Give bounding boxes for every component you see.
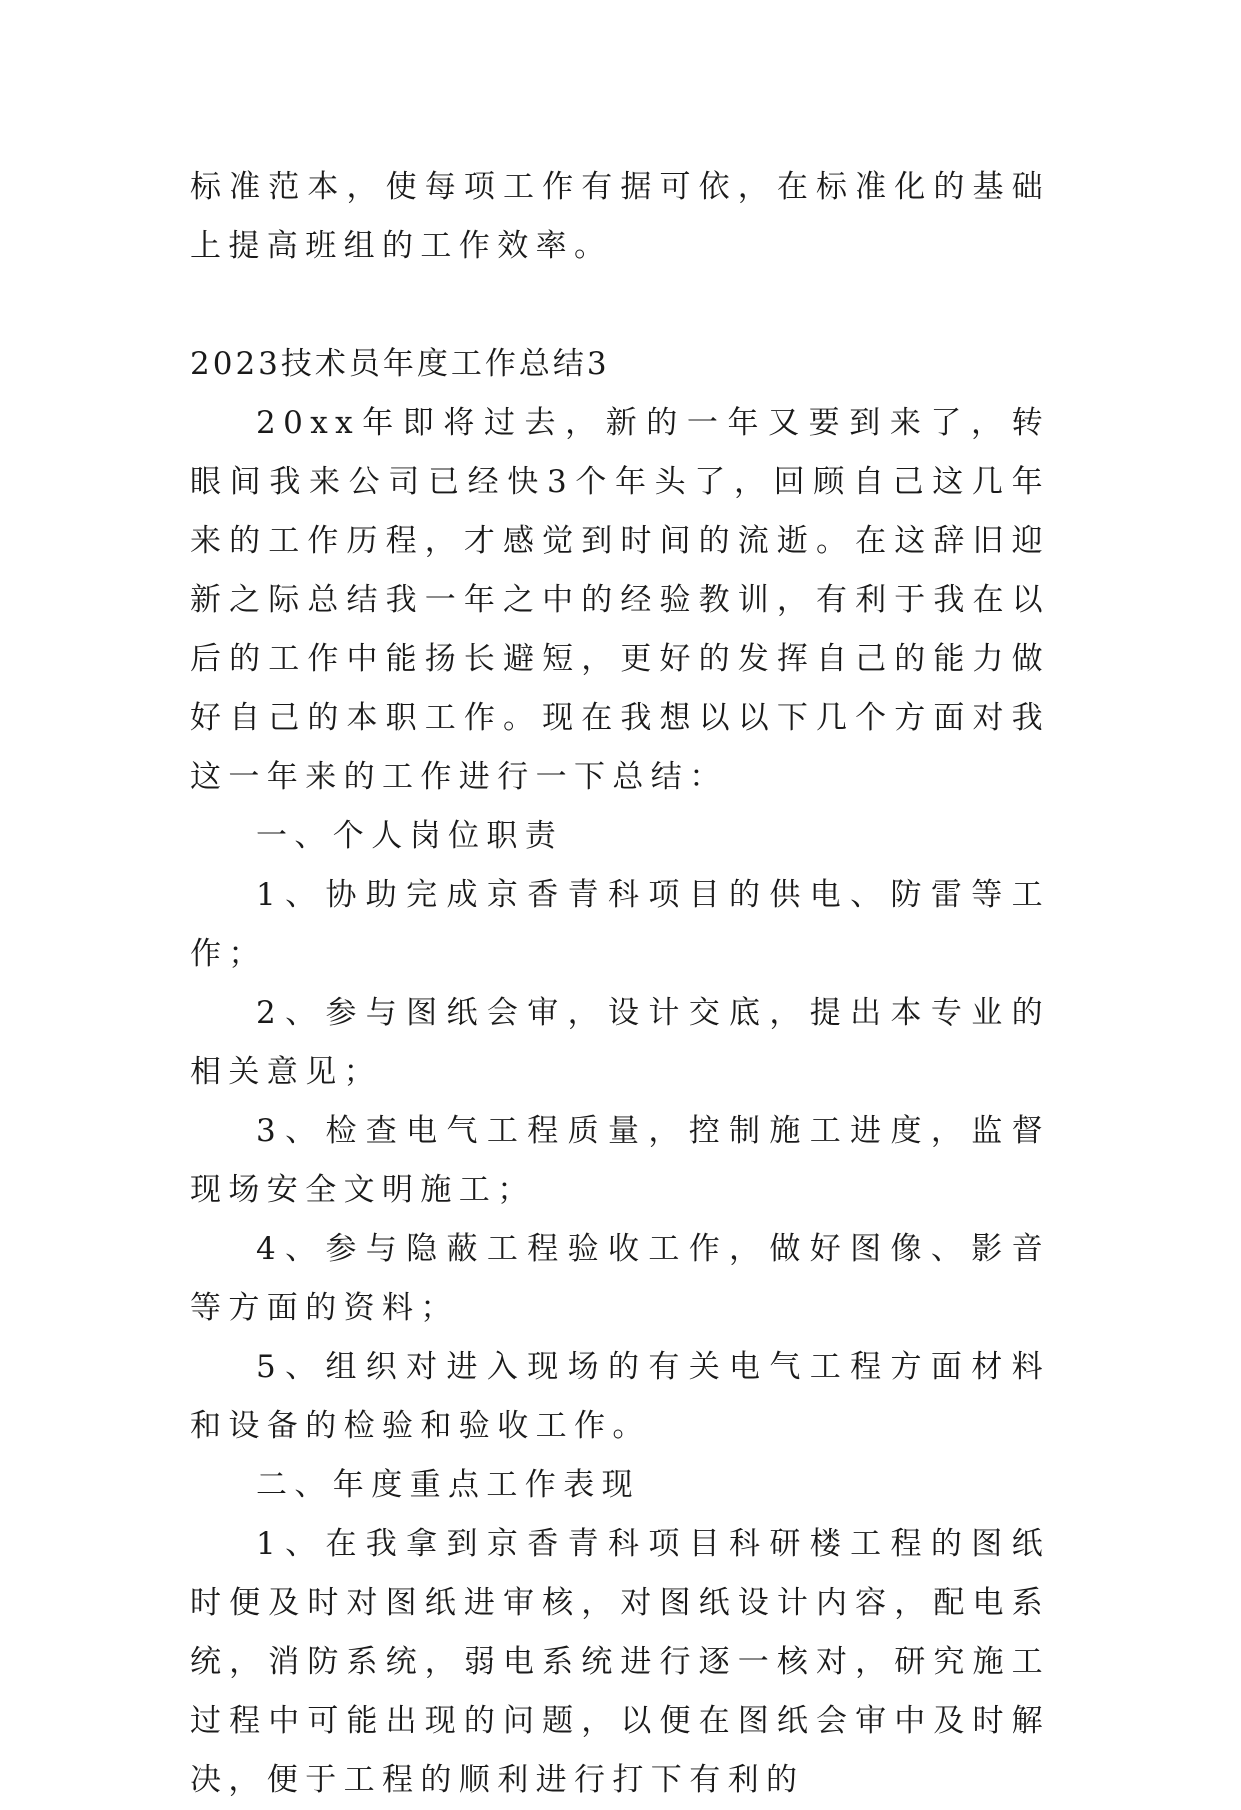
- list-item-3: 3、检查电气工程质量，控制施工进度，监督现场安全文明施工；: [190, 1113, 1050, 1208]
- paragraph-key-work-1: 1、在我拿到京香青科项目科研楼工程的图纸时便及时对图纸进审核，对图纸设计内容，配电系统，消防系统，弱电系统进行逐一核对，研究施工过程中可能出现的问题，以便在图纸会审中及时解决，便于工程的顺利进行打下有利的: [190, 1526, 1050, 1798]
- list-item-5: 5、组织对进入现场的有关电气工程方面材料和设备的检验和验收工作。: [190, 1349, 1050, 1444]
- continued-paragraph-block: [190, 158, 1050, 276]
- list-item-2: 2、参与图纸会审，设计交底，提出本专业的相关意见；: [190, 995, 1050, 1090]
- list-item-4: 4、参与隐蔽工程验收工作，做好图像、影音等方面的资料；: [190, 1231, 1050, 1326]
- subheading-key-work: 二、年度重点工作表现: [256, 1467, 640, 1503]
- section-title: 2023技术员年度工作总结3: [190, 346, 610, 382]
- subheading-responsibilities: 一、个人岗位职责: [256, 818, 564, 854]
- section-block: [190, 335, 1050, 1810]
- continued-paragraph: 标准范本，使每项工作有据可依，在标准化的基础上提高班组的工作效率。: [190, 169, 1050, 264]
- list-item-1: 1、协助完成京香青科项目的供电、防雷等工作；: [190, 877, 1050, 972]
- paragraph-intro: 20xx年即将过去，新的一年又要到来了，转眼间我来公司已经快3个年头了，回顾自己这几年来的工作历程，才感觉到时间的流逝。在这辞旧迎新之际总结我一年之中的经验教训，有利于我在以后的工作中能扬长避短，更好的发挥自己的能力做好自己的本职工作。现在我想以以下几个方面对我这一年来的工作进行一下总结：: [190, 405, 1050, 795]
